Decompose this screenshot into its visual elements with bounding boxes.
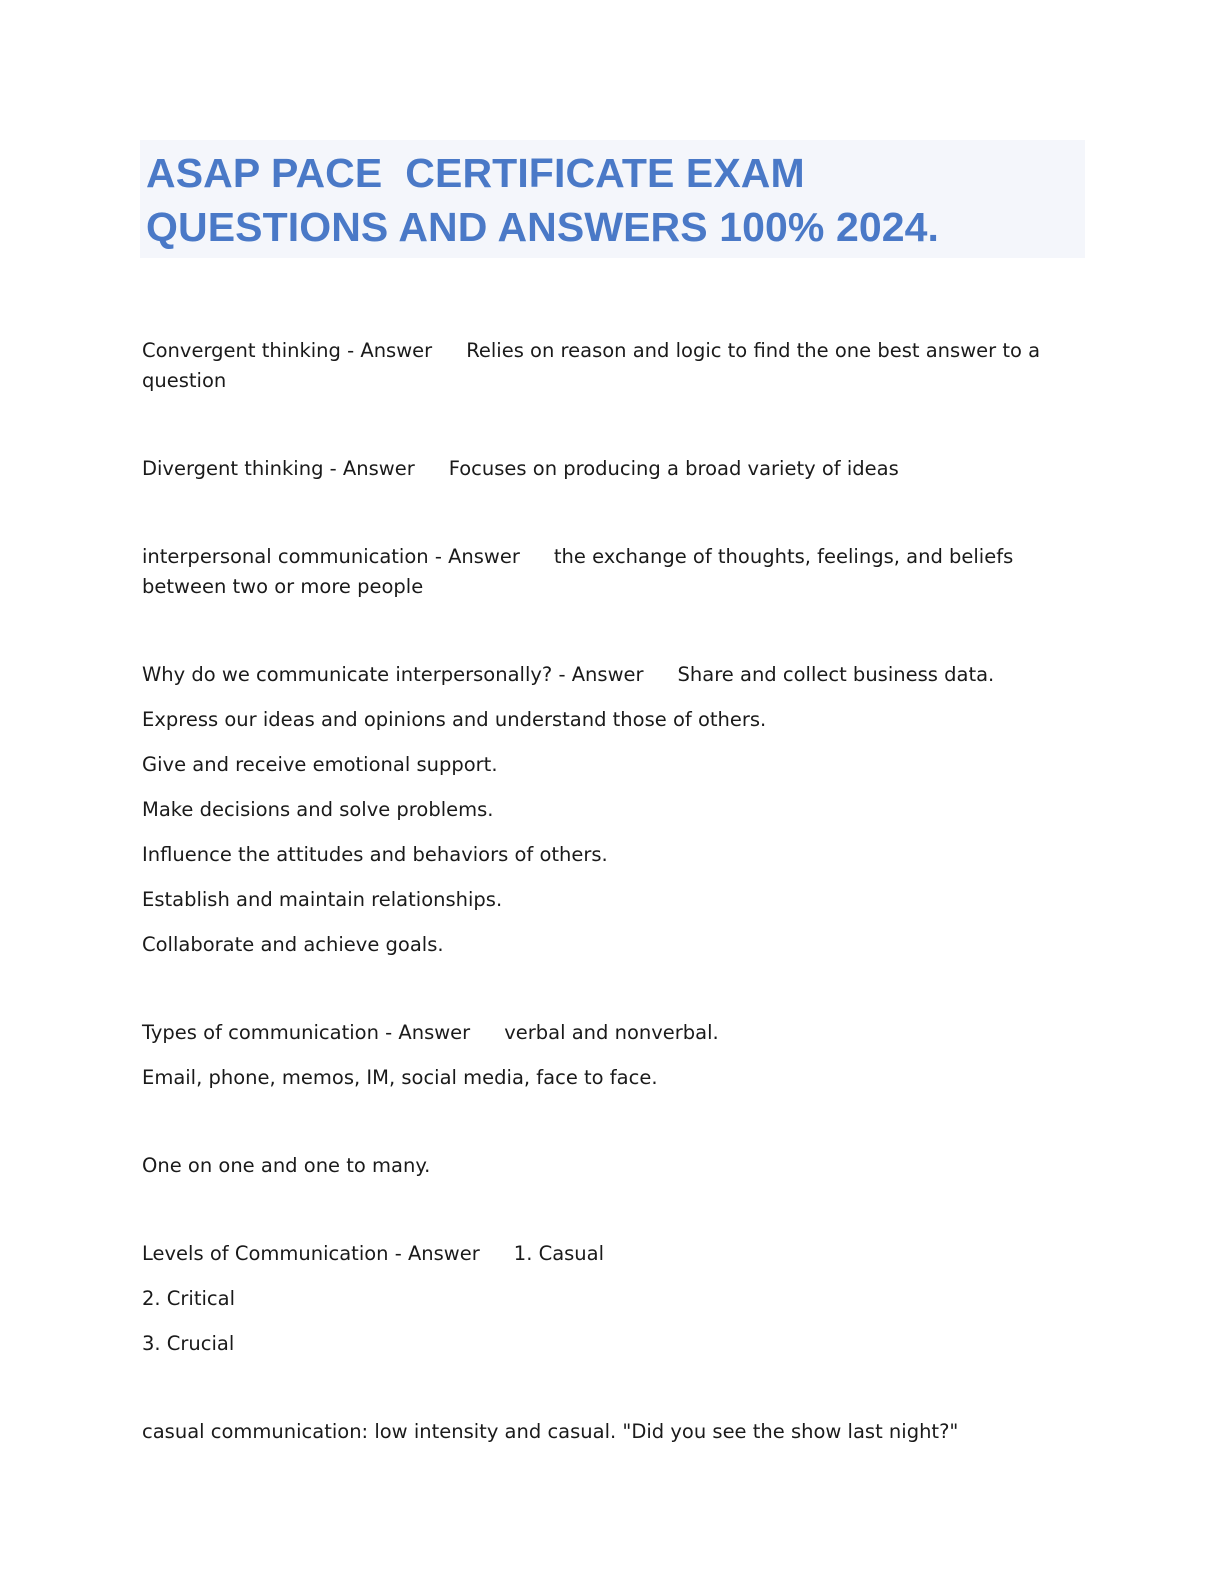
qa-group <box>142 336 1072 396</box>
qa-extra-line: 2. Critical <box>142 1287 236 1310</box>
qa-extra-line: Establish and maintain relationships. <box>142 888 503 911</box>
qa-answer-text: Focuses on producing a broad variety of ideas <box>448 457 899 480</box>
qa-extra-line: Express our ideas and opinions and understand those of others. <box>142 708 767 731</box>
qa-question-answer-line <box>142 454 1072 484</box>
qa-question-answer-line <box>142 542 1072 602</box>
qa-group <box>142 454 1072 484</box>
qa-extra-line: Collaborate and achieve goals. <box>142 933 444 956</box>
qa-question-text: interpersonal communication - Answer <box>142 545 520 568</box>
qa-extra-line: Influence the attitudes and behaviors of others. <box>142 843 608 866</box>
qa-extra-line: Make decisions and solve problems. <box>142 798 494 821</box>
standalone-line: casual communication: low intensity and casual. "Did you see the show last night?" <box>142 1420 959 1443</box>
page-title-line-1: ASAP PACE CERTIFICATE EXAM <box>146 150 805 196</box>
qa-extra-line: Email, phone, memos, IM, social media, face to face. <box>142 1066 658 1089</box>
qa-question-text: Divergent thinking - Answer <box>142 457 415 480</box>
qa-question-answer-line <box>142 1018 1072 1048</box>
qa-group <box>142 1239 1072 1359</box>
qa-answer-text: Share and collect business data. <box>677 663 995 686</box>
qa-group <box>142 1417 1072 1447</box>
standalone-line: One on one and one to many. <box>142 1154 431 1177</box>
qa-group <box>142 1018 1072 1093</box>
qa-group <box>142 1151 1072 1181</box>
qa-question-text: Convergent thinking - Answer <box>142 339 433 362</box>
qa-answer-text: verbal and nonverbal. <box>504 1021 719 1044</box>
qa-extra-line: 3. Crucial <box>142 1332 235 1355</box>
qa-answer-text: 1. Casual <box>513 1242 605 1265</box>
document-title-banner <box>140 140 1085 258</box>
qa-question-answer-line <box>142 1239 1072 1269</box>
qa-answer-text: the exchange of thoughts, feelings, and beliefs between two or more people <box>142 545 1020 598</box>
qa-group <box>142 542 1072 602</box>
qa-question-text: Levels of Communication - Answer <box>142 1242 480 1265</box>
page-title-line-2: QUESTIONS AND ANSWERS 100% 2024. <box>146 204 940 250</box>
qa-question-answer-line <box>142 660 1072 690</box>
qa-answer-text: Relies on reason and logic to find the one best answer to a question <box>142 339 1047 392</box>
qa-extra-line: Give and receive emotional support. <box>142 753 498 776</box>
qa-question-text: Why do we communicate interpersonally? - Answer <box>142 663 644 686</box>
document-body <box>142 336 1072 1447</box>
qa-question-answer-line <box>142 336 1072 396</box>
qa-group <box>142 660 1072 960</box>
qa-question-text: Types of communication - Answer <box>142 1021 471 1044</box>
